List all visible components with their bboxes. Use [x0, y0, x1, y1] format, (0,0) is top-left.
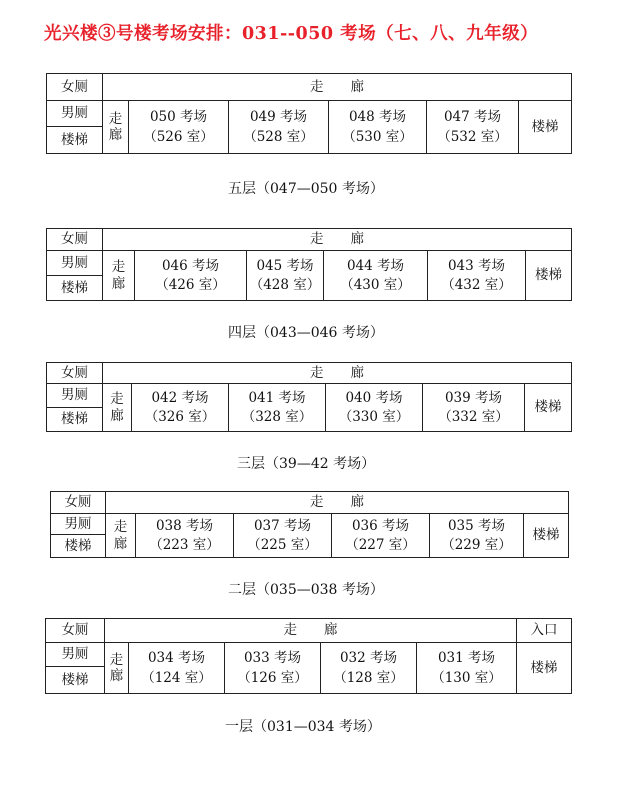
floor-2-table — [50, 491, 569, 558]
stairs-left: 楼梯 — [51, 535, 106, 558]
exam-room: 036 考场 （227 室） — [332, 514, 430, 558]
floor-3-table — [46, 362, 572, 432]
floor-5-caption: 五层（047—050 考场） — [228, 181, 384, 197]
exam-room: 040 考场 （330 室） — [326, 384, 423, 432]
floor-1-caption: 一层（031—034 考场） — [225, 719, 381, 735]
stairs-right: 楼梯 — [525, 384, 572, 432]
womens-restroom: 女厕 — [51, 492, 106, 514]
exam-room: 049 考场 （528 室） — [229, 101, 329, 154]
corridor-horizontal: 走 廊 — [103, 229, 572, 251]
exam-room: 039 考场 （332 室） — [423, 384, 525, 432]
stairs-left: 楼梯 — [47, 127, 103, 154]
corridor-vertical: 走 廊 — [105, 643, 129, 694]
exam-room: 032 考场 （128 室） — [321, 643, 417, 694]
stairs-left: 楼梯 — [46, 667, 105, 694]
exam-room: 047 考场 （532 室） — [427, 101, 519, 154]
floor-1-table — [45, 618, 572, 694]
corridor-horizontal: 走 廊 — [103, 363, 572, 384]
corridor-horizontal: 走 廊 — [106, 492, 569, 514]
exam-room: 044 考场 （430 室） — [324, 251, 428, 301]
exam-room: 048 考场 （530 室） — [329, 101, 427, 154]
stairs-right: 楼梯 — [517, 643, 572, 694]
mens-restroom: 男厕 — [51, 514, 106, 535]
corridor-vertical: 走 廊 — [103, 251, 135, 301]
exam-room: 034 考场 （124 室） — [129, 643, 225, 694]
womens-restroom: 女厕 — [47, 229, 103, 251]
corridor-horizontal: 走 廊 — [105, 619, 517, 643]
mens-restroom: 男厕 — [47, 101, 103, 127]
stairs-left: 楼梯 — [47, 408, 103, 432]
exam-room: 041 考场 （328 室） — [229, 384, 326, 432]
corridor-vertical: 走 廊 — [103, 384, 132, 432]
page-title: 光兴楼③号楼考场安排：031--050 考场（七、八、九年级） — [44, 24, 539, 44]
corridor-vertical: 走 廊 — [106, 514, 136, 558]
stairs-right: 楼梯 — [526, 251, 572, 301]
floor-2-caption: 二层（035—038 考场） — [228, 582, 384, 598]
womens-restroom: 女厕 — [46, 619, 105, 643]
entrance: 入口 — [517, 619, 572, 643]
floor-4-caption: 四层（043—046 考场） — [228, 325, 384, 341]
exam-room: 033 考场 （126 室） — [225, 643, 321, 694]
womens-restroom: 女厕 — [47, 74, 103, 101]
exam-room: 035 考场 （229 室） — [430, 514, 524, 558]
mens-restroom: 男厕 — [47, 251, 103, 276]
mens-restroom: 男厕 — [47, 384, 103, 408]
corridor-horizontal: 走 廊 — [103, 74, 572, 101]
exam-room: 050 考场 （526 室） — [129, 101, 229, 154]
stairs-right: 楼梯 — [519, 101, 572, 154]
exam-room: 038 考场 （223 室） — [136, 514, 234, 558]
mens-restroom: 男厕 — [46, 643, 105, 667]
exam-room: 046 考场 （426 室） — [135, 251, 247, 301]
floor-5-table — [46, 73, 572, 154]
floor-3-caption: 三层（39—42 考场） — [237, 456, 376, 472]
floor-4-table — [46, 228, 572, 301]
exam-room: 031 考场 （130 室） — [417, 643, 517, 694]
stairs-right: 楼梯 — [524, 514, 569, 558]
womens-restroom: 女厕 — [47, 363, 103, 384]
exam-room: 045 考场 （428 室） — [247, 251, 324, 301]
exam-room: 037 考场 （225 室） — [234, 514, 332, 558]
stairs-left: 楼梯 — [47, 276, 103, 301]
corridor-vertical: 走 廊 — [103, 101, 129, 154]
exam-room: 043 考场 （432 室） — [428, 251, 526, 301]
exam-room: 042 考场 （326 室） — [132, 384, 229, 432]
